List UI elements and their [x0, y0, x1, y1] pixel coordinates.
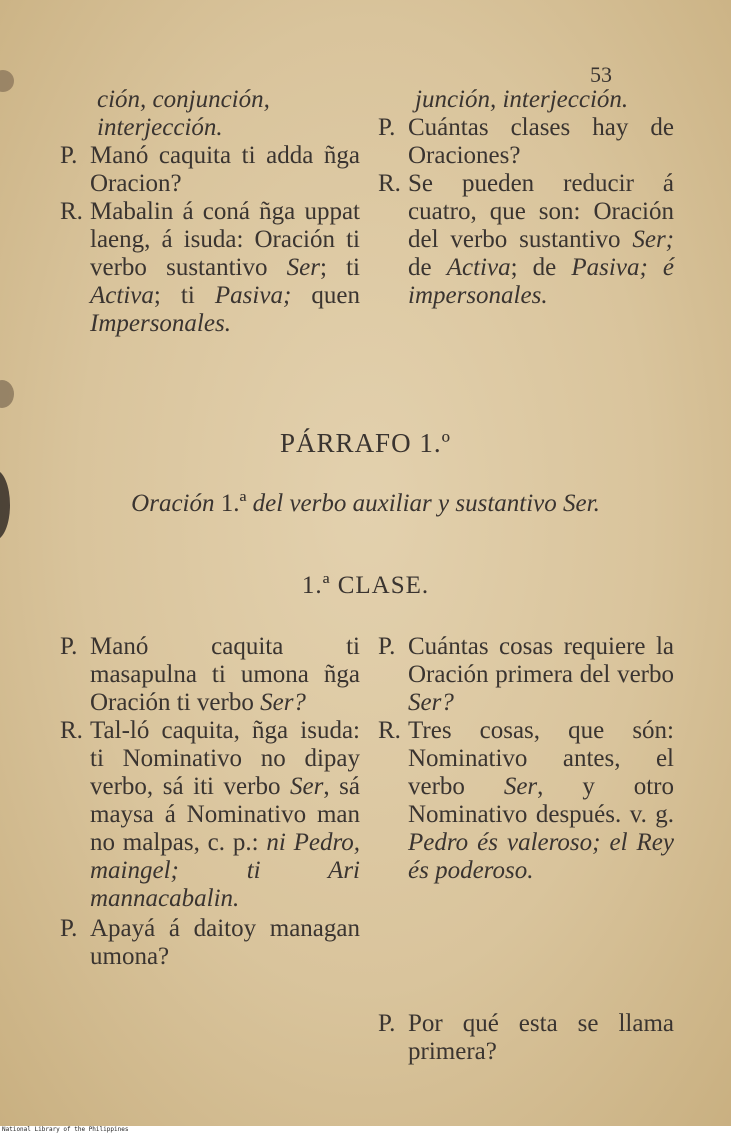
oracion-heading-word: Oración: [131, 490, 215, 517]
oracion-heading-number: 1.ª: [214, 490, 253, 517]
answer-text-part: quen: [291, 282, 360, 309]
question-marker: P.: [378, 633, 396, 660]
answer-text: [408, 170, 674, 310]
question-entry: [60, 633, 360, 717]
question-text: Manó caquita ti adda ñga Oracion?: [90, 142, 360, 197]
answer-italic-ser: Ser: [290, 773, 324, 800]
question-marker: P.: [60, 633, 78, 660]
question-italic-ser: Ser?: [408, 689, 454, 716]
question-text: [408, 633, 674, 717]
continued-text: junción, interjección.: [415, 86, 629, 113]
paper-stain: [0, 380, 14, 408]
answer-text-part: ; ti: [319, 254, 360, 281]
answer-marker: R.: [378, 170, 401, 197]
bottom-left-column: [60, 633, 360, 971]
question-marker: P.: [60, 915, 78, 942]
answer-entry: [378, 170, 674, 310]
question-text: Cuántas clases hay de Oraciones?: [408, 114, 674, 169]
question-text-part: Cuántas cosas requiere la Oración primera del verbo: [408, 633, 674, 688]
answer-italic-activa: Activa: [446, 254, 511, 281]
answer-text-part: de: [408, 254, 447, 281]
bottom-right-final: [378, 1010, 674, 1066]
question-entry: [378, 1010, 674, 1066]
answer-marker: R.: [378, 717, 401, 744]
question-text: [90, 633, 360, 717]
answer-text: [90, 198, 360, 338]
answer-text: [90, 717, 360, 913]
answer-italic-ser: Ser: [503, 773, 538, 800]
answer-text-part: Tres cosas, que són: Nominativo antes, el verbo: [408, 717, 674, 800]
answer-text-part: Mabalin á coná ñga uppat laeng, á isuda: Oración ti verbo sustantivo: [90, 198, 360, 281]
answer-text-part: ; de: [510, 254, 572, 281]
continued-text: ción, conjunción, interjección.: [97, 86, 270, 141]
question-marker: P.: [378, 114, 396, 141]
top-left-column: [60, 86, 360, 338]
answer-entry: [60, 198, 360, 338]
question-marker: P.: [60, 142, 78, 169]
answer-italic-ser: Ser;: [632, 226, 674, 253]
answer-italic-example: ni Pedro, maingel; ti Ari mannacabalin.: [90, 829, 360, 912]
question-entry: [60, 915, 360, 971]
clase-heading: 1.ª CLASE.: [301, 572, 430, 599]
answer-text-part: ; ti: [153, 282, 215, 309]
answer-text-part: , sá maysa á Nominativo man no malpas, c. p.:: [90, 773, 361, 856]
oracion-heading-rest: del verbo auxiliar y sustantivo Ser.: [252, 490, 600, 517]
answer-marker: R.: [60, 198, 83, 225]
oracion-heading: [0, 490, 731, 518]
page-number: 53: [590, 62, 612, 87]
answer-marker: R.: [60, 717, 83, 744]
answer-italic-activa: Activa: [90, 282, 154, 309]
question-italic-ser: Ser?: [260, 689, 306, 716]
paper-stain: [0, 70, 14, 92]
answer-text: [408, 717, 674, 885]
answer-italic-pasiva: Pasiva;: [214, 282, 292, 309]
question-text-part: Manó caquita ti masapulna ti umona ñga Oración ti verbo: [90, 633, 360, 716]
answer-entry: [60, 717, 360, 913]
answer-italic-example: Pedro és valeroso; el Rey és poderoso.: [408, 829, 674, 884]
top-right-column: [378, 86, 674, 310]
question-entry: [378, 114, 674, 170]
answer-italic-pasiva: Pasiva; é impersonales.: [408, 254, 674, 309]
question-entry: [60, 142, 360, 198]
answer-text-part: Tal-ló caquita, ñga isuda: ti Nominativo no dipay verbo, sá iti verbo: [90, 717, 360, 800]
question-entry: [378, 633, 674, 717]
question-text: Por qué esta se llama primera?: [408, 1010, 674, 1065]
bottom-right-column: [378, 633, 674, 885]
footer-credit: National Library of the Philippines: [0, 1126, 731, 1133]
answer-text-part: , y otro Nominativo después. v. g.: [408, 773, 674, 828]
question-marker: P.: [378, 1010, 396, 1037]
answer-italic-ser: Ser: [286, 254, 320, 281]
parrafo-heading: PÁRRAFO 1.º: [280, 428, 451, 458]
answer-italic-impersonales: Impersonales.: [90, 310, 231, 337]
answer-entry: [378, 717, 674, 885]
answer-text-part: Se pueden reducir á cuatro, que son: Oración del verbo sustantivo: [408, 170, 674, 253]
question-text: Apayá á daitoy managan umona?: [90, 915, 360, 970]
